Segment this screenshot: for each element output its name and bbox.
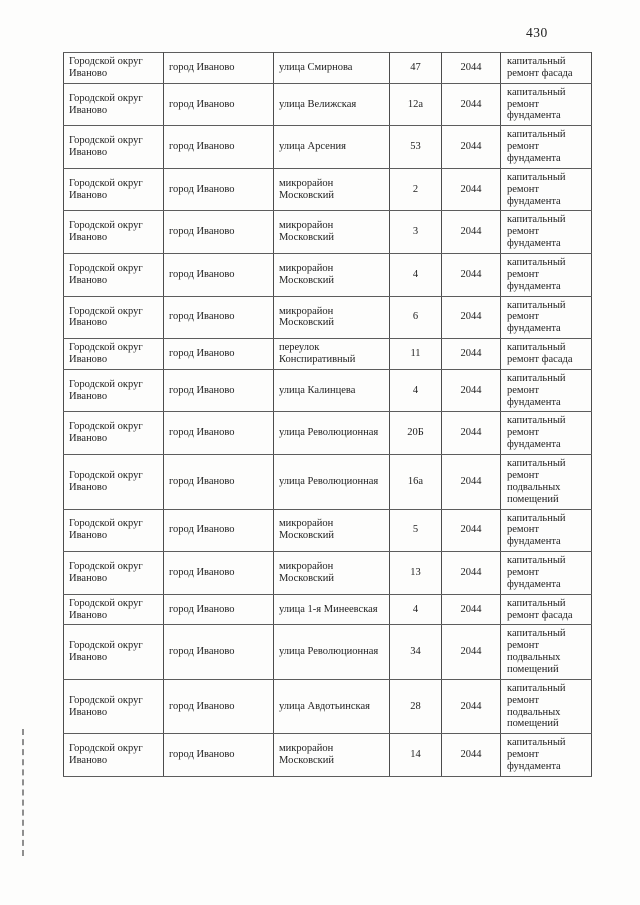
cell-work-type: капитальный ремонт подвальных помещений (501, 455, 592, 509)
cell-district: Городской округ Иваново (64, 509, 164, 552)
cell-city: город Иваново (164, 211, 274, 254)
table-row (64, 126, 592, 169)
cell-district: Городской округ Иваново (64, 369, 164, 412)
cell-year: 2044 (442, 509, 501, 552)
cell-year: 2044 (442, 552, 501, 595)
cell-address: улица Революционная (274, 412, 390, 455)
cell-year: 2044 (442, 126, 501, 169)
cell-city: город Иваново (164, 126, 274, 169)
cell-house-number: 20Б (390, 412, 442, 455)
table-row (64, 83, 592, 126)
cell-house-number: 34 (390, 625, 442, 679)
table-row (64, 679, 592, 733)
cell-district: Городской округ Иваново (64, 594, 164, 625)
cell-city: город Иваново (164, 412, 274, 455)
cell-year: 2044 (442, 369, 501, 412)
cell-city: город Иваново (164, 679, 274, 733)
cell-district: Городской округ Иваново (64, 679, 164, 733)
cell-address: микрорайон Московский (274, 296, 390, 339)
cell-address: микрорайон Московский (274, 734, 390, 777)
cell-address: улица Революционная (274, 625, 390, 679)
table-row (64, 455, 592, 509)
cell-work-type: капитальный ремонт фасада (501, 53, 592, 84)
table-row (64, 53, 592, 84)
cell-district: Городской округ Иваново (64, 168, 164, 211)
cell-work-type: капитальный ремонт подвальных помещений (501, 679, 592, 733)
cell-work-type: капитальный ремонт фундамента (501, 168, 592, 211)
table-row (64, 412, 592, 455)
table-row (64, 168, 592, 211)
cell-city: город Иваново (164, 552, 274, 595)
table-row (64, 594, 592, 625)
cell-district: Городской округ Иваново (64, 53, 164, 84)
cell-district: Городской округ Иваново (64, 83, 164, 126)
cell-year: 2044 (442, 254, 501, 297)
cell-work-type: капитальный ремонт фундамента (501, 552, 592, 595)
cell-house-number: 4 (390, 594, 442, 625)
cell-city: город Иваново (164, 339, 274, 370)
cell-work-type: капитальный ремонт фундамента (501, 254, 592, 297)
cell-year: 2044 (442, 412, 501, 455)
cell-house-number: 2 (390, 168, 442, 211)
cell-address: улица Авдотьинская (274, 679, 390, 733)
cell-district: Городской округ Иваново (64, 734, 164, 777)
cell-city: город Иваново (164, 455, 274, 509)
cell-house-number: 47 (390, 53, 442, 84)
cell-city: город Иваново (164, 509, 274, 552)
cell-district: Городской округ Иваново (64, 211, 164, 254)
cell-house-number: 13 (390, 552, 442, 595)
table-row (64, 734, 592, 777)
cell-house-number: 28 (390, 679, 442, 733)
cell-district: Городской округ Иваново (64, 625, 164, 679)
table-row (64, 211, 592, 254)
cell-year: 2044 (442, 296, 501, 339)
cell-year: 2044 (442, 734, 501, 777)
cell-work-type: капитальный ремонт фундамента (501, 211, 592, 254)
cell-year: 2044 (442, 83, 501, 126)
table-row (64, 339, 592, 370)
repair-plan-table (63, 52, 592, 777)
cell-district: Городской округ Иваново (64, 296, 164, 339)
cell-work-type: капитальный ремонт фасада (501, 594, 592, 625)
cell-city: город Иваново (164, 53, 274, 84)
cell-city: город Иваново (164, 625, 274, 679)
cell-city: город Иваново (164, 369, 274, 412)
cell-work-type: капитальный ремонт фундамента (501, 296, 592, 339)
cell-year: 2044 (442, 339, 501, 370)
table-row (64, 625, 592, 679)
cell-address: микрорайон Московский (274, 509, 390, 552)
cell-district: Городской округ Иваново (64, 412, 164, 455)
cell-year: 2044 (442, 211, 501, 254)
cell-year: 2044 (442, 679, 501, 733)
cell-district: Городской округ Иваново (64, 552, 164, 595)
cell-city: город Иваново (164, 83, 274, 126)
cell-work-type: капитальный ремонт подвальных помещений (501, 625, 592, 679)
cell-address: улица 1-я Минеевская (274, 594, 390, 625)
table-row (64, 254, 592, 297)
cell-year: 2044 (442, 625, 501, 679)
cell-address: улица Революционная (274, 455, 390, 509)
cell-work-type: капитальный ремонт фасада (501, 339, 592, 370)
cell-city: город Иваново (164, 168, 274, 211)
cell-house-number: 53 (390, 126, 442, 169)
cell-work-type: капитальный ремонт фундамента (501, 126, 592, 169)
cell-address: улица Арсения (274, 126, 390, 169)
cell-address: микрорайон Московский (274, 168, 390, 211)
cell-district: Городской округ Иваново (64, 339, 164, 370)
cell-house-number: 4 (390, 254, 442, 297)
cell-address: микрорайон Московский (274, 211, 390, 254)
cell-year: 2044 (442, 53, 501, 84)
cell-address: улица Калинцева (274, 369, 390, 412)
scan-artifact-line (22, 729, 24, 856)
cell-house-number: 6 (390, 296, 442, 339)
table-row (64, 552, 592, 595)
cell-city: город Иваново (164, 254, 274, 297)
cell-house-number: 5 (390, 509, 442, 552)
cell-work-type: капитальный ремонт фундамента (501, 369, 592, 412)
cell-city: город Иваново (164, 594, 274, 625)
page-number: 430 (526, 25, 548, 40)
cell-house-number: 4 (390, 369, 442, 412)
cell-district: Городской округ Иваново (64, 126, 164, 169)
cell-work-type: капитальный ремонт фундамента (501, 83, 592, 126)
cell-house-number: 11 (390, 339, 442, 370)
cell-city: город Иваново (164, 296, 274, 339)
cell-house-number: 12а (390, 83, 442, 126)
table-row (64, 509, 592, 552)
cell-address: микрорайон Московский (274, 254, 390, 297)
table-body (64, 53, 592, 777)
cell-work-type: капитальный ремонт фундамента (501, 509, 592, 552)
cell-house-number: 14 (390, 734, 442, 777)
table-row (64, 296, 592, 339)
cell-work-type: капитальный ремонт фундамента (501, 412, 592, 455)
cell-work-type: капитальный ремонт фундамента (501, 734, 592, 777)
cell-district: Городской округ Иваново (64, 254, 164, 297)
cell-address: микрорайон Московский (274, 552, 390, 595)
cell-year: 2044 (442, 168, 501, 211)
cell-city: город Иваново (164, 734, 274, 777)
cell-address: улица Смирнова (274, 53, 390, 84)
cell-year: 2044 (442, 455, 501, 509)
cell-house-number: 16а (390, 455, 442, 509)
cell-address: улица Велижская (274, 83, 390, 126)
cell-district: Городской округ Иваново (64, 455, 164, 509)
table-row (64, 369, 592, 412)
cell-year: 2044 (442, 594, 501, 625)
cell-address: переулок Конспиративный (274, 339, 390, 370)
cell-house-number: 3 (390, 211, 442, 254)
